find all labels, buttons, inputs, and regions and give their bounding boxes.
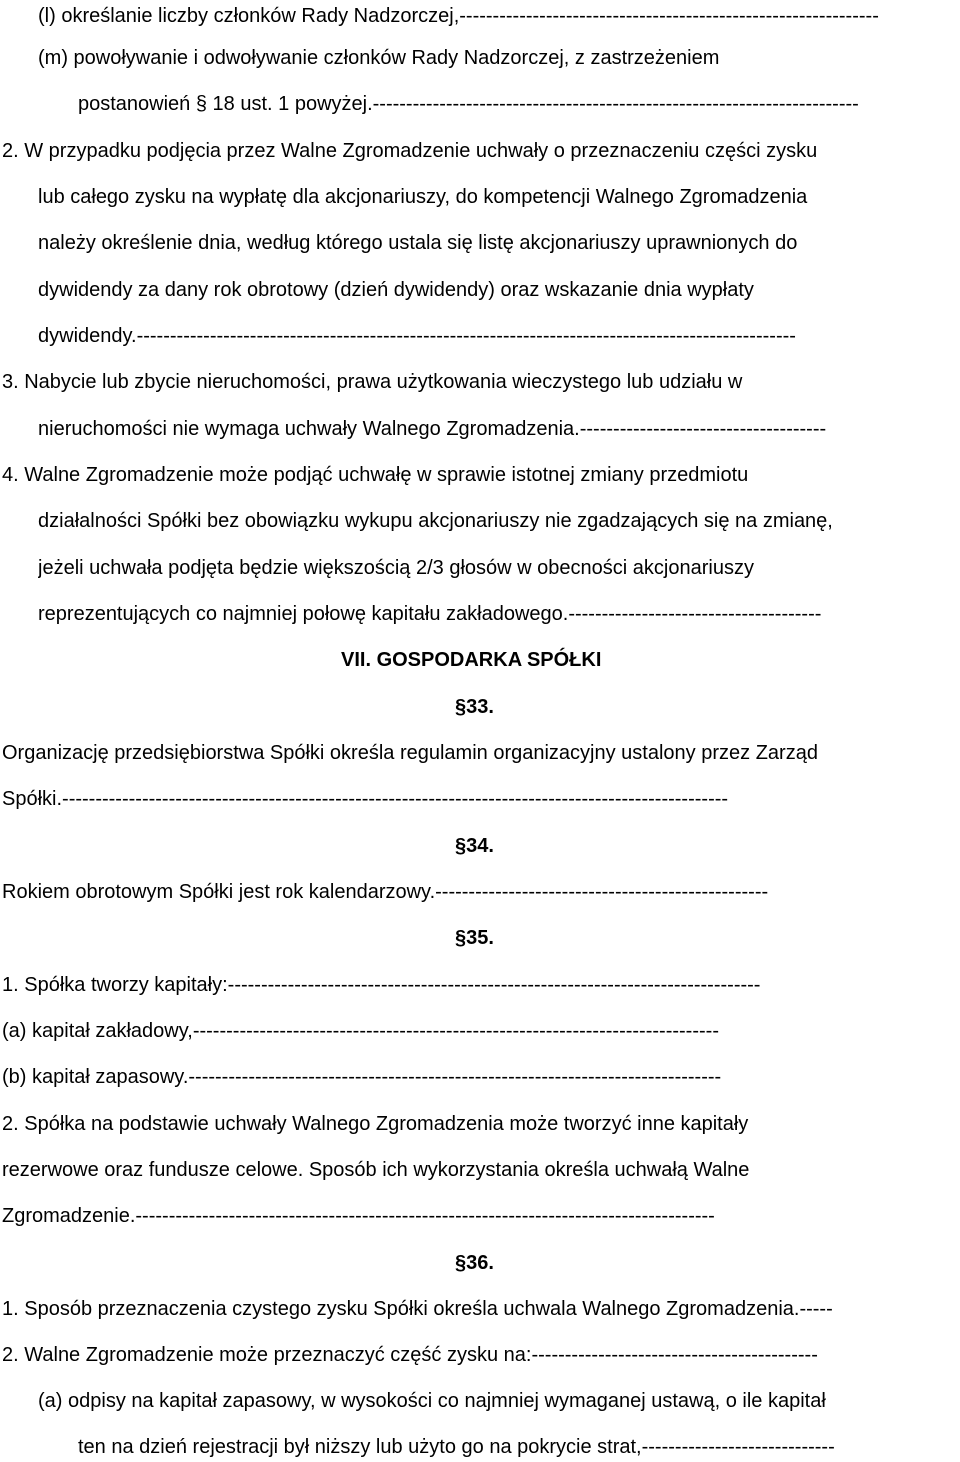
text-line: (l) określanie liczby członków Rady Nadzorczej,--------------------------------------------------------------- bbox=[38, 5, 879, 27]
text-line: reprezentujących co najmniej połowę kapitału zakładowego.-------------------------------------- bbox=[38, 603, 822, 625]
text-line: działalności Spółki bez obowiązku wykupu akcjonariuszy nie zgadzających się na zmianę, bbox=[38, 510, 833, 532]
text-line: dywidendy.--------------------------------------------------------------------------------------------------- bbox=[38, 325, 796, 347]
section-heading: VII. GOSPODARKA SPÓŁKI bbox=[341, 649, 602, 671]
text-line: należy określenie dnia, według którego ustala się listę akcjonariuszy uprawnionych do bbox=[38, 232, 798, 254]
text-line: (a) odpisy na kapitał zapasowy, w wysokości co najmniej wymaganej ustawą, o ile kapitał bbox=[38, 1390, 826, 1412]
text-line: Organizację przedsiębiorstwa Spółki określa regulamin organizacyjny ustalony przez Zarząd bbox=[2, 742, 818, 764]
text-line: Rokiem obrotowym Spółki jest rok kalendarzowy.-------------------------------------------------- bbox=[2, 881, 769, 903]
text-line: lub całego zysku na wypłatę dla akcjonariuszy, do kompetencji Walnego Zgromadzenia bbox=[38, 186, 808, 208]
paragraph-heading: §33. bbox=[455, 696, 494, 718]
text-line: (m) powoływanie i odwoływanie członków Rady Nadzorczej, z zastrzeżeniem bbox=[38, 47, 720, 69]
text-line: 2. W przypadku podjęcia przez Walne Zgromadzenie uchwały o przeznaczeniu części zysku bbox=[2, 140, 818, 162]
text-line: 4. Walne Zgromadzenie może podjąć uchwałę w sprawie istotnej zmiany przedmiotu bbox=[2, 464, 749, 486]
paragraph-heading: §35. bbox=[455, 927, 494, 949]
paragraph-heading: §36. bbox=[455, 1252, 494, 1274]
text-line: 3. Nabycie lub zbycie nieruchomości, prawa użytkowania wieczystego lub udziału w bbox=[2, 371, 743, 393]
text-line: 1. Sposób przeznaczenia czystego zysku Spółki określa uchwala Walnego Zgromadzenia.----- bbox=[2, 1298, 833, 1320]
text-line: ten na dzień rejestracji był niższy lub użyto go na pokrycie strat,----------------------------- bbox=[78, 1436, 835, 1458]
text-line: postanowień § 18 ust. 1 powyżej.------------------------------------------------------------------------- bbox=[78, 93, 859, 115]
text-line: rezerwowe oraz fundusze celowe. Sposób ich wykorzystania określa uchwałą Walne bbox=[2, 1159, 750, 1181]
text-line: (b) kapitał zapasowy.-------------------------------------------------------------------------------- bbox=[2, 1066, 722, 1088]
text-line: 1. Spółka tworzy kapitały:-------------------------------------------------------------------------------- bbox=[2, 974, 761, 996]
text-line: (a) kapitał zakładowy,------------------------------------------------------------------------------- bbox=[2, 1020, 719, 1042]
text-line: nieruchomości nie wymaga uchwały Walnego Zgromadzenia.------------------------------------- bbox=[38, 418, 827, 440]
text-line: dywidendy za dany rok obrotowy (dzień dywidendy) oraz wskazanie dnia wypłaty bbox=[38, 279, 754, 301]
text-line: 2. Spółka na podstawie uchwały Walnego Zgromadzenia może tworzyć inne kapitały bbox=[2, 1113, 749, 1135]
text-line: Spółki.---------------------------------------------------------------------------------------------------- bbox=[2, 788, 729, 810]
text-line: jeżeli uchwała podjęta będzie większością 2/3 głosów w obecności akcjonariuszy bbox=[38, 557, 754, 579]
text-line: 2. Walne Zgromadzenie może przeznaczyć część zysku na:------------------------------------------- bbox=[2, 1344, 818, 1366]
text-line: Zgromadzenie.--------------------------------------------------------------------------------------- bbox=[2, 1205, 715, 1227]
paragraph-heading: §34. bbox=[455, 835, 494, 857]
